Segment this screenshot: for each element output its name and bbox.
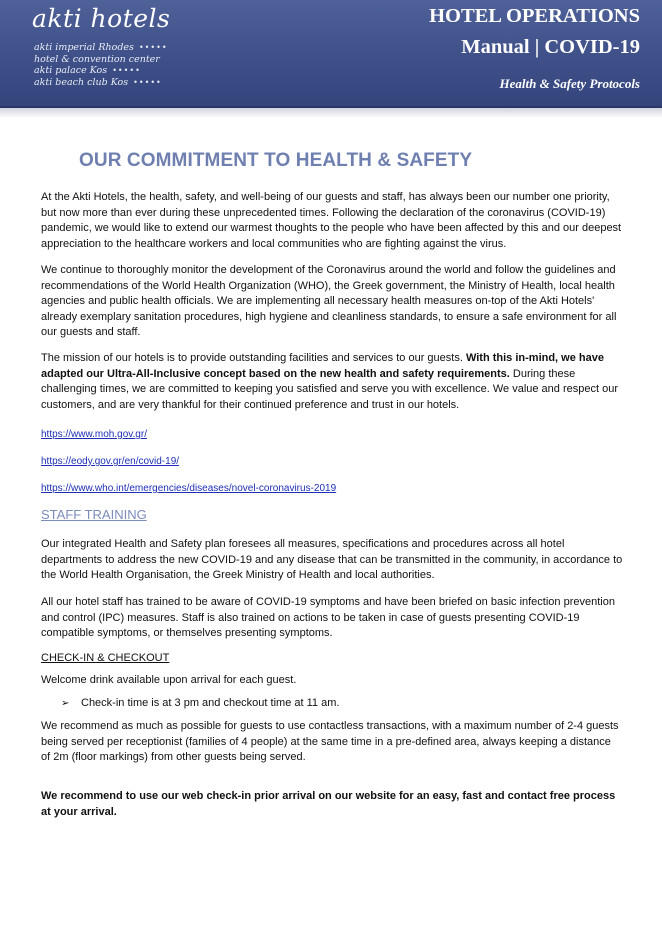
property-item [34,65,168,77]
property-name: hotel & convention center [34,53,160,65]
property-item [34,77,168,89]
header-subtitle: Health & Safety Protocols [499,76,640,91]
dots-decoration: ••••• [138,43,168,52]
property-name: akti palace Kos [34,65,108,76]
bullet-text: Check-in time is at 3 pm and checkout time at 11 am. [81,697,340,709]
commitment-paragraph-1: At the Akti Hotels, the health, safety, and well-being of our guests and staff, has always been our number one priority, but now more than ever during these unprecedented times. Following the declaration of the coronavirus (COVID-19) pandemic, we would like to extend our warmest thoughts to the people who have been affected by this and our deepest appreciation to the healthcare workers and local communities who are fighting against the virus. [41,191,622,250]
header-banner [0,0,662,108]
checkin-bullet [41,696,623,712]
dots-decoration: ••••• [112,66,141,75]
link-row [41,478,623,496]
property-name: akti beach club Kos [34,76,129,88]
moh-link[interactable]: https://www.moh.gov.gr/ [41,429,147,440]
mission-text: The mission of our hotels is to provide outstanding facilities and services to our guests. [41,352,466,364]
mission-text-cont: During these challenging times, we are committed to keeping you satisfied and serve you with excellence. We value and respect our customers, and are very thankful for their continued preference and trust in our hotels. [41,367,618,411]
commitment-paragraph-3 [41,351,623,413]
contactless-paragraph: We recommend as much as possible for guests to use contactless transactions, with a maximum number of 2-4 guests being served per receptionist (families of 4 people) at the same time in a pre-defined area, always keeping a distance of 2m (floor markings) from other guests being served. [41,720,619,763]
who-link[interactable]: https://www.who.int/emergencies/diseases/novel-coronavirus-2019 [41,483,337,494]
staff-paragraph-2: All our hotel staff has trained to be aware of COVID-19 symptoms and have been briefed on basic infection prevention and control (IPC) measures. Staff is also trained on actions to be taken in case of guests presenting COVID-19 compatible symptoms, or themselves presenting symptoms. [41,596,615,639]
staff-paragraph-1: Our integrated Health and Safety plan foresees all measures, specifications and procedures across all hotel departments to address the new COVID-19 and any disease that can be transmitted in the community, in accordance to the World Health Organisation, the Greek Ministry of Health and local authorities. [41,538,623,581]
header-shadow [0,108,662,118]
property-item [34,54,168,66]
checkin-heading: CHECK-IN & CHECKOUT [41,652,170,664]
brand-logo: akti hotels [32,4,171,33]
mission-bold-text: With this in-mind, we have adapted our Ultra-All-Inclusive concept based on the new health and safety requirements. [41,352,604,380]
arrow-bullet-icon: ➢ [61,698,70,709]
welcome-text: Welcome drink available upon arrival for each guest. [41,674,297,686]
web-checkin-paragraph: We recommend to use our web check-in prior arrival on our website for an easy, fast and contact free process at your arrival. [41,790,616,818]
page-title: OUR COMMITMENT TO HEALTH & SAFETY [79,150,473,171]
header-title-line2: Manual | COVID-19 [461,36,640,58]
eody-link[interactable]: https://eody.gov.gr/en/covid-19/ [41,456,180,467]
header-title-line1: HOTEL OPERATIONS [429,5,640,27]
property-item [34,42,168,54]
property-list [34,42,168,88]
link-row [41,451,623,469]
dots-decoration: ••••• [133,77,162,87]
staff-training-heading: STAFF TRAINING [41,507,147,522]
commitment-paragraph-2: We continue to thoroughly monitor the development of the Coronavirus around the world and follow the guidelines and recommendations of the World Health Organization (WHO), the Greek government, the Ministry of Health, local health agencies and public health officials. We are implementing all necessary health measures on-top of the Akti Hotels' already exemplary sanitation procedures, high hygiene and cleanliness standards, to ensure a safe environment for all our guests and staff. [41,264,617,338]
link-row [41,424,623,442]
property-name: akti imperial Rhodes [34,42,134,53]
